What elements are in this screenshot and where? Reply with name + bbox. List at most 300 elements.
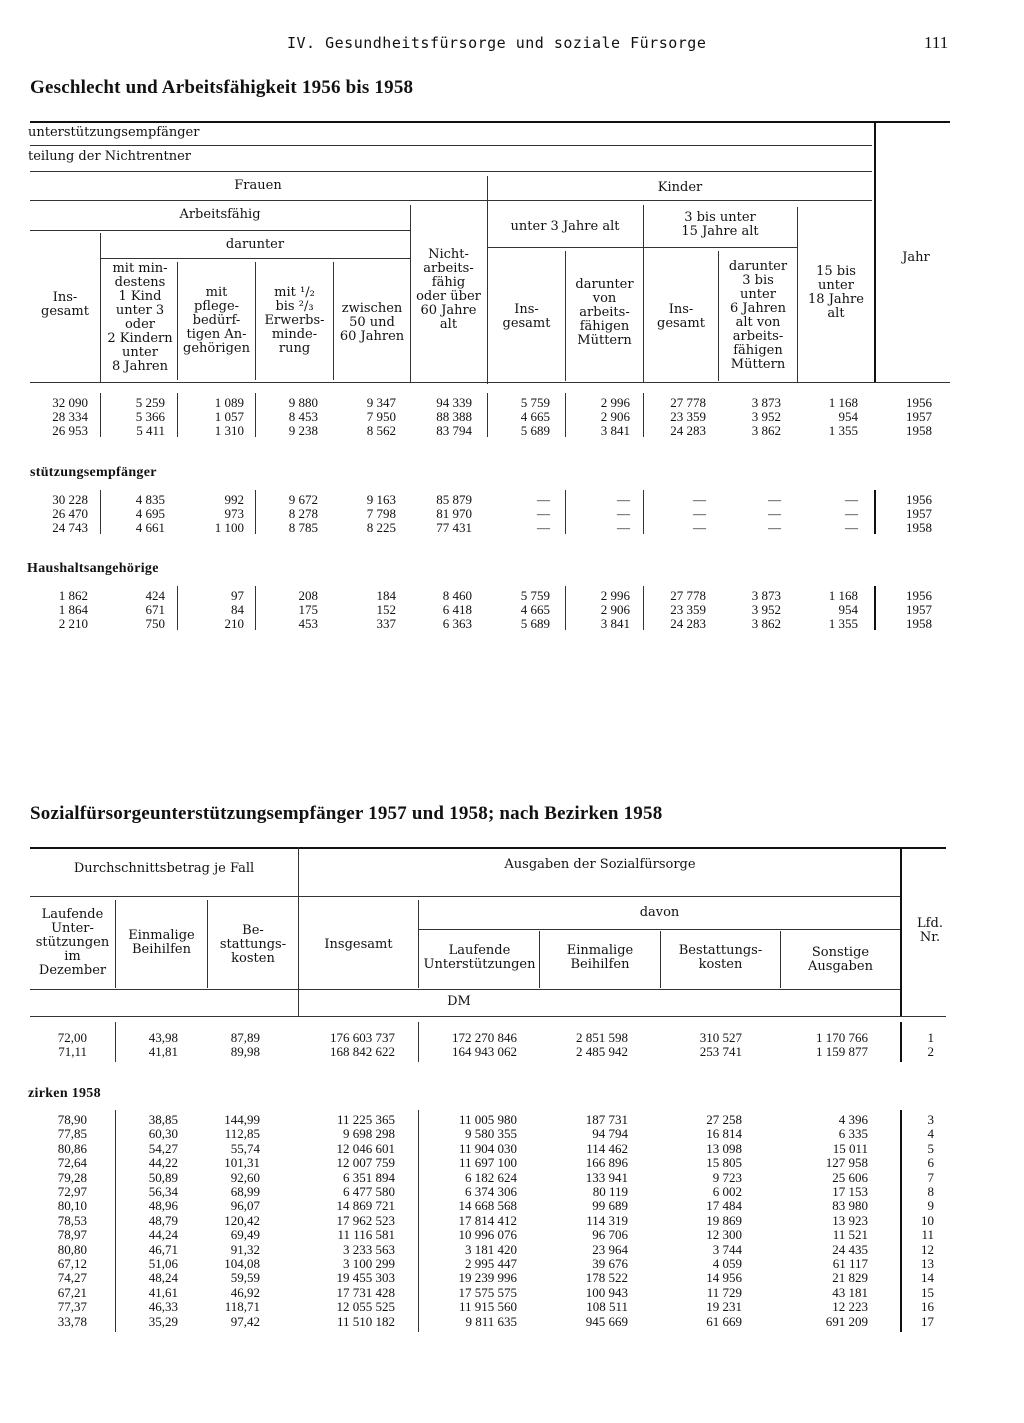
table-cell: 39 676 <box>592 1256 628 1271</box>
davon-header: davon <box>639 905 680 920</box>
year-cell: 1956 <box>906 492 932 507</box>
row-number-cell: 17 <box>921 1313 934 1329</box>
table-cell: 19 455 303 <box>336 1270 395 1286</box>
table-cell: 60,30 <box>148 1126 178 1142</box>
table-cell: 17 731 428 <box>336 1284 395 1300</box>
table-cell: 94 794 <box>592 1126 628 1142</box>
table-cell: 15 011 <box>832 1140 868 1156</box>
unter3-header: unter 3 Jahre alt <box>510 219 620 234</box>
table-cell: 5 411 <box>136 423 165 438</box>
table-cell: — <box>845 492 858 507</box>
table-cell: 175 <box>298 602 318 617</box>
table-cell: 1 864 <box>58 602 88 617</box>
table-cell: 1 057 <box>214 409 244 424</box>
table-cell: 112,85 <box>224 1126 260 1142</box>
col-einmalige: Einmalige Beihilfen <box>128 928 195 957</box>
row-number-cell: 8 <box>927 1184 934 1199</box>
table-cell: 81 970 <box>436 506 472 521</box>
table-cell: 68,99 <box>230 1184 260 1199</box>
table-cell: 11 225 365 <box>336 1112 395 1127</box>
table-cell: 67,21 <box>57 1284 87 1300</box>
col-mit-pflege: mit pflege- bedürf- tigen An- gehörigen <box>183 285 250 356</box>
table-cell: 114 319 <box>586 1212 628 1228</box>
table-cell: 208 <box>298 588 318 603</box>
table-cell: 2 906 <box>600 602 630 617</box>
table-cell: 3 841 <box>600 616 630 631</box>
table-cell: 19 239 996 <box>458 1270 517 1286</box>
table-cell: 99 689 <box>592 1198 628 1214</box>
table-cell: 3 100 299 <box>343 1256 395 1271</box>
rule <box>30 171 872 172</box>
table-cell: 2 851 598 <box>576 1030 628 1045</box>
table-cell: 72,64 <box>57 1155 87 1171</box>
table-cell: 1 168 <box>828 395 858 410</box>
table-cell: 1 170 766 <box>816 1030 868 1045</box>
row-number-cell: 6 <box>927 1155 934 1171</box>
table-cell: 6 002 <box>712 1184 742 1199</box>
col-d-laufende: Laufende Unterstützungen <box>423 943 536 972</box>
table-cell: 9 238 <box>288 423 318 438</box>
section-stuetzungsempfaenger: stützungsempfänger <box>30 465 157 480</box>
rule <box>30 145 872 146</box>
table-cell: 24 283 <box>670 616 706 631</box>
table-cell: 5 366 <box>135 409 165 424</box>
table-cell: 2 906 <box>600 409 630 424</box>
table-cell: 26 953 <box>52 423 88 438</box>
table-cell: 11 915 560 <box>458 1299 517 1315</box>
table-cell: 43 181 <box>832 1284 868 1300</box>
table-cell: 46,92 <box>230 1284 260 1300</box>
table-cell: 3 862 <box>751 423 781 438</box>
page-number: 111 <box>924 33 949 52</box>
row-number-cell: 3 <box>927 1112 934 1127</box>
table-cell: 12 300 <box>706 1227 742 1243</box>
table2-right-rule <box>900 847 902 1016</box>
table-cell: 17 962 523 <box>336 1212 395 1228</box>
table-cell: 5 759 <box>520 588 550 603</box>
table-cell: 973 <box>224 506 244 521</box>
table-cell: 38,85 <box>148 1112 178 1127</box>
table-cell: 83 794 <box>436 423 472 438</box>
col-d-sonstige: Sonstige Ausgaben <box>808 945 873 974</box>
table-cell: 72,97 <box>57 1184 87 1199</box>
row-number-cell: 15 <box>921 1284 934 1300</box>
table-cell: 253 741 <box>699 1044 742 1060</box>
ausgaben-header: Ausgaben der Sozialfürsorge <box>504 857 696 872</box>
table-cell: 5 759 <box>520 395 550 410</box>
table-cell: 32 090 <box>52 395 88 410</box>
table-cell: 88 388 <box>436 409 472 424</box>
table-cell: 12 055 525 <box>336 1299 395 1315</box>
table-cell: 5 259 <box>135 395 165 410</box>
col-d-bestattung: Bestattungs- kosten <box>678 943 763 972</box>
table-cell: 6 351 894 <box>343 1169 395 1185</box>
table-cell: 11 116 581 <box>337 1227 395 1243</box>
table-cell: 3 952 <box>751 602 781 617</box>
table-cell: 424 <box>145 588 165 603</box>
table-cell: 1 862 <box>58 588 88 603</box>
table-cell: 17 484 <box>706 1198 742 1214</box>
row-number-cell: 9 <box>927 1198 934 1214</box>
chapter-header: IV. Gesundheitsfürsorge und soziale Fürsorge <box>287 34 707 52</box>
table-cell: 453 <box>298 616 318 631</box>
year-cell: 1958 <box>906 520 932 535</box>
table-cell: 8 225 <box>366 520 396 535</box>
table-cell: — <box>537 492 550 507</box>
table-cell: 23 359 <box>670 409 706 424</box>
table-cell: 4 059 <box>712 1256 742 1271</box>
table-cell: 51,06 <box>148 1256 178 1271</box>
table-cell: 80,86 <box>57 1140 87 1156</box>
table-cell: 6 477 580 <box>343 1184 395 1199</box>
table-cell: 72,00 <box>57 1030 87 1045</box>
table-cell: 48,96 <box>148 1198 178 1214</box>
table-cell: — <box>768 492 781 507</box>
table-cell: 14 869 721 <box>336 1198 395 1214</box>
table-cell: 97,42 <box>230 1313 260 1329</box>
col-bis18: 15 bis unter 18 Jahre alt <box>808 264 864 321</box>
table-cell: 23 359 <box>670 602 706 617</box>
year-cell: 1956 <box>906 395 932 410</box>
table-cell: 11 904 030 <box>458 1140 517 1156</box>
table-cell: 28 334 <box>52 409 88 424</box>
table-cell: 9 347 <box>366 395 396 410</box>
table-cell: 1 310 <box>214 423 244 438</box>
table-cell: 78,53 <box>57 1212 87 1228</box>
bis15-header: 3 bis unter 15 Jahre alt <box>681 210 759 239</box>
table-cell: 96,07 <box>230 1198 260 1214</box>
durchschnitt-header: Durchschnittsbetrag je Fall <box>73 861 255 876</box>
rule <box>30 200 872 201</box>
rule <box>30 1016 946 1017</box>
table-cell: 2 996 <box>600 588 630 603</box>
table-cell: 12 046 601 <box>336 1140 395 1156</box>
table-cell: 44,24 <box>148 1227 178 1243</box>
table-cell: 33,78 <box>57 1313 87 1329</box>
rule <box>419 929 900 930</box>
table-cell: 101,31 <box>224 1155 260 1171</box>
table-cell: 54,27 <box>148 1140 178 1156</box>
table-cell: 89,98 <box>230 1044 260 1060</box>
table-cell: 210 <box>224 616 244 631</box>
table-cell: 3 952 <box>751 409 781 424</box>
table-cell: 67,12 <box>57 1256 87 1271</box>
table-cell: 21 829 <box>832 1270 868 1286</box>
table-cell: 4 695 <box>135 506 165 521</box>
table-cell: 24 743 <box>52 520 88 535</box>
table-cell: — <box>845 506 858 521</box>
table-cell: 17 814 412 <box>458 1212 517 1228</box>
table-cell: 92,60 <box>230 1169 260 1185</box>
table-cell: 3 841 <box>600 423 630 438</box>
table-cell: 1 355 <box>828 616 858 631</box>
table-cell: — <box>617 506 630 521</box>
table-cell: 120,42 <box>224 1212 260 1228</box>
table-cell: 187 731 <box>585 1112 628 1127</box>
darunter-header: darunter <box>225 237 285 252</box>
table-cell: 24 435 <box>832 1241 868 1257</box>
table-cell: 69,49 <box>230 1227 260 1243</box>
table-cell: 8 278 <box>288 506 318 521</box>
table-cell: 2 995 447 <box>465 1256 517 1271</box>
table-cell: 23 964 <box>592 1241 628 1257</box>
table-cell: 168 842 622 <box>330 1044 395 1060</box>
table-cell: 9 672 <box>288 492 318 507</box>
table-cell: 35,29 <box>148 1313 178 1329</box>
table-cell: 2 210 <box>58 616 88 631</box>
rule <box>30 382 950 383</box>
table-cell: 1 159 877 <box>816 1044 868 1060</box>
table1-top-rule <box>30 121 950 123</box>
table-cell: 8 785 <box>288 520 318 535</box>
table-cell: 19 231 <box>706 1299 742 1315</box>
col-lfd-nr: Lfd. Nr. <box>917 916 943 945</box>
col-insgesamt: Insgesamt <box>324 937 393 952</box>
table-cell: — <box>617 520 630 535</box>
col-laufende: Laufende Unter- stützungen im Dezember <box>35 907 110 978</box>
section-haushaltsangehoerige: Haushaltsangehörige <box>27 561 159 576</box>
table-cell: — <box>537 506 550 521</box>
table-cell: 74,27 <box>57 1270 87 1286</box>
table-cell: — <box>768 520 781 535</box>
table-cell: — <box>617 492 630 507</box>
table-cell: 9 880 <box>288 395 318 410</box>
col-jahr: Jahr <box>902 250 930 265</box>
row-number-cell: 1 <box>927 1030 934 1045</box>
table-cell: 8 453 <box>288 409 318 424</box>
table-cell: — <box>537 520 550 535</box>
table-cell: 4 835 <box>135 492 165 507</box>
col-bestattung: Be- stattungs- kosten <box>219 923 287 966</box>
table-cell: 79,28 <box>57 1169 87 1185</box>
table-cell: 3 744 <box>712 1241 742 1257</box>
table-cell: 172 270 846 <box>452 1030 517 1045</box>
row-number-cell: 5 <box>927 1140 934 1156</box>
table-cell: 104,08 <box>224 1256 260 1271</box>
kinder-header: Kinder <box>657 180 703 195</box>
table-cell: 945 669 <box>585 1313 628 1329</box>
row-number-cell: 10 <box>921 1212 934 1228</box>
table-cell: 85 879 <box>436 492 472 507</box>
table-cell: 4 665 <box>520 602 550 617</box>
table-cell: 127 958 <box>825 1155 868 1171</box>
table-cell: 26 470 <box>52 506 88 521</box>
table-cell: 27 778 <box>670 395 706 410</box>
table-cell: 3 862 <box>751 616 781 631</box>
table-cell: 6 418 <box>442 602 472 617</box>
table-cell: 27 778 <box>670 588 706 603</box>
table-cell: 71,11 <box>58 1044 87 1060</box>
table-cell: 8 562 <box>366 423 396 438</box>
col-mit-mindestens: mit min- destens 1 Kind unter 3 oder 2 Kindern unter 8 Jahren <box>107 261 173 374</box>
table-cell: 337 <box>376 616 396 631</box>
table-cell: — <box>768 506 781 521</box>
table-cell: 6 335 <box>838 1126 868 1142</box>
table-cell: 1 168 <box>828 588 858 603</box>
table-cell: 17 575 575 <box>458 1284 517 1300</box>
table-cell: 9 723 <box>712 1169 742 1185</box>
year-cell: 1957 <box>906 602 932 617</box>
table-cell: 691 209 <box>825 1313 868 1329</box>
table-cell: 2 485 942 <box>576 1044 628 1060</box>
table-cell: 27 258 <box>706 1112 742 1127</box>
table-cell: — <box>693 520 706 535</box>
table-cell: 4 396 <box>838 1112 868 1127</box>
year-cell: 1957 <box>906 506 932 521</box>
col-darunter-muettern: darunter von arbeits- fähigen Müttern <box>575 277 634 348</box>
rule <box>30 230 410 231</box>
table-cell: 46,71 <box>148 1241 178 1257</box>
table-cell: 7 798 <box>366 506 396 521</box>
table-cell: 16 814 <box>706 1126 742 1142</box>
table-cell: 50,89 <box>148 1169 178 1185</box>
row-number-cell: 2 <box>927 1044 934 1060</box>
table-cell: 2 996 <box>600 395 630 410</box>
rule <box>100 233 101 383</box>
table-cell: 5 689 <box>520 616 550 631</box>
table-cell: 12 223 <box>832 1299 868 1315</box>
table-cell: 11 510 182 <box>336 1313 395 1329</box>
table-cell: 9 580 355 <box>465 1126 517 1142</box>
table-cell: 43,98 <box>148 1030 178 1045</box>
table-cell: 6 374 306 <box>465 1184 517 1199</box>
table-cell: 12 007 759 <box>336 1155 395 1171</box>
row-number-cell: 16 <box>921 1299 934 1315</box>
arbeitsfaehig-header: Arbeitsfähig <box>179 207 261 222</box>
table-cell: 13 098 <box>706 1140 742 1156</box>
table-cell: 11 729 <box>706 1284 742 1300</box>
table-cell: 7 950 <box>366 409 396 424</box>
table-cell: 13 923 <box>832 1212 868 1228</box>
table-cell: 55,74 <box>230 1140 260 1156</box>
table-cell: 1 089 <box>214 395 244 410</box>
table-cell: 78,90 <box>57 1112 87 1127</box>
table-cell: 17 153 <box>832 1184 868 1199</box>
table-cell: 46,33 <box>148 1299 178 1315</box>
table-cell: 954 <box>838 409 858 424</box>
col-mit-erwerb: mit ¹/₂ bis ²/₃ Erwerbs- minde- rung <box>264 285 325 356</box>
table-cell: 6 363 <box>442 616 472 631</box>
table-cell: 176 603 737 <box>330 1030 395 1045</box>
table-cell: 4 665 <box>520 409 550 424</box>
table-cell: — <box>693 492 706 507</box>
table-cell: 1 355 <box>828 423 858 438</box>
table1-line-b: teilung der Nichtrentner <box>28 149 191 164</box>
row-number-cell: 4 <box>927 1126 934 1142</box>
table-cell: 166 896 <box>585 1155 628 1171</box>
table1-line-a: unterstützungsempfänger <box>28 125 200 140</box>
table-cell: 11 521 <box>832 1227 868 1243</box>
table-cell: 77,37 <box>57 1299 87 1315</box>
year-cell: 1957 <box>906 409 932 424</box>
table-cell: 152 <box>376 602 396 617</box>
col-nicht-arbeitsfaehig: Nicht- arbeits- fähig oder über 60 Jahre alt <box>416 247 481 332</box>
rule <box>100 258 410 259</box>
table-cell: 9 163 <box>366 492 396 507</box>
col-k-insgesamt2: Ins- gesamt <box>657 302 705 331</box>
table-cell: 83 980 <box>832 1198 868 1214</box>
table-cell: 94 339 <box>436 395 472 410</box>
table-cell: 77,85 <box>57 1126 87 1142</box>
table-cell: — <box>693 506 706 521</box>
table-cell: 41,61 <box>148 1284 178 1300</box>
table-cell: 11 005 980 <box>458 1112 517 1127</box>
table-cell: 133 941 <box>585 1169 628 1185</box>
col-zwischen: zwischen 50 und 60 Jahren <box>339 301 405 344</box>
table-cell: 164 943 062 <box>452 1044 517 1060</box>
table-cell: 30 228 <box>52 492 88 507</box>
table-cell: 14 668 568 <box>458 1198 517 1214</box>
table-cell: 25 606 <box>832 1169 868 1185</box>
rule <box>30 989 900 990</box>
row-number-cell: 11 <box>921 1227 934 1243</box>
col-d-einmalige: Einmalige Beihilfen <box>566 943 634 972</box>
year-cell: 1958 <box>906 423 932 438</box>
year-cell: 1956 <box>906 588 932 603</box>
table-cell: 114 462 <box>586 1140 628 1156</box>
rule <box>487 176 488 384</box>
table-cell: 992 <box>224 492 244 507</box>
table-cell: 9 698 298 <box>343 1126 395 1142</box>
table-cell: 9 811 635 <box>465 1313 517 1329</box>
table-cell: 10 996 076 <box>458 1227 517 1243</box>
table-cell: 87,89 <box>230 1030 260 1045</box>
frauen-header: Frauen <box>234 178 282 193</box>
table-cell: 24 283 <box>670 423 706 438</box>
table-cell: 80 119 <box>592 1184 628 1199</box>
table-cell: 48,24 <box>148 1270 178 1286</box>
table-cell: 310 527 <box>699 1030 742 1045</box>
table-cell: 100 943 <box>585 1284 628 1300</box>
table-cell: 91,32 <box>230 1241 260 1257</box>
table-cell: 3 233 563 <box>343 1241 395 1257</box>
rule <box>298 847 299 1016</box>
table1-title: Geschlecht und Arbeitsfähigkeit 1956 bis 1958 <box>30 77 414 98</box>
table-cell: 44,22 <box>148 1155 178 1171</box>
table-cell: 118,71 <box>224 1299 260 1315</box>
table2-title: Sozialfürsorgeunterstützungsempfänger 1957 und 1958; nach Bezirken 1958 <box>30 803 663 824</box>
table-cell: 56,34 <box>148 1184 178 1199</box>
table-cell: 14 956 <box>706 1270 742 1286</box>
row-number-cell: 14 <box>921 1270 934 1286</box>
table-cell: 954 <box>838 602 858 617</box>
table-cell: 3 873 <box>751 588 781 603</box>
col-k-insgesamt1: Ins- gesamt <box>502 302 551 331</box>
table-cell: 96 706 <box>592 1227 628 1243</box>
row-number-cell: 13 <box>921 1256 934 1271</box>
row-number-cell: 7 <box>927 1169 934 1185</box>
table-cell: 61 117 <box>832 1256 868 1271</box>
table-cell: 59,59 <box>230 1270 260 1286</box>
table-cell: 671 <box>145 602 165 617</box>
table-cell: 5 689 <box>520 423 550 438</box>
table-cell: 15 805 <box>706 1155 742 1171</box>
unit-dm: DM <box>447 994 471 1009</box>
table-cell: 108 511 <box>586 1299 628 1315</box>
table-cell: 3 873 <box>751 395 781 410</box>
table-cell: 77 431 <box>436 520 472 535</box>
table-cell: 84 <box>231 602 244 617</box>
table-cell: 184 <box>376 588 396 603</box>
table-cell: 48,79 <box>148 1212 178 1228</box>
table2-top-rule <box>30 847 946 849</box>
table-cell: 8 460 <box>442 588 472 603</box>
table-cell: 3 181 420 <box>465 1241 517 1257</box>
table-cell: 4 661 <box>135 520 165 535</box>
section-bezirke: zirken 1958 <box>28 1086 101 1101</box>
col-insgesamt: Ins- gesamt <box>41 290 89 319</box>
table-cell: 78,97 <box>57 1227 87 1243</box>
